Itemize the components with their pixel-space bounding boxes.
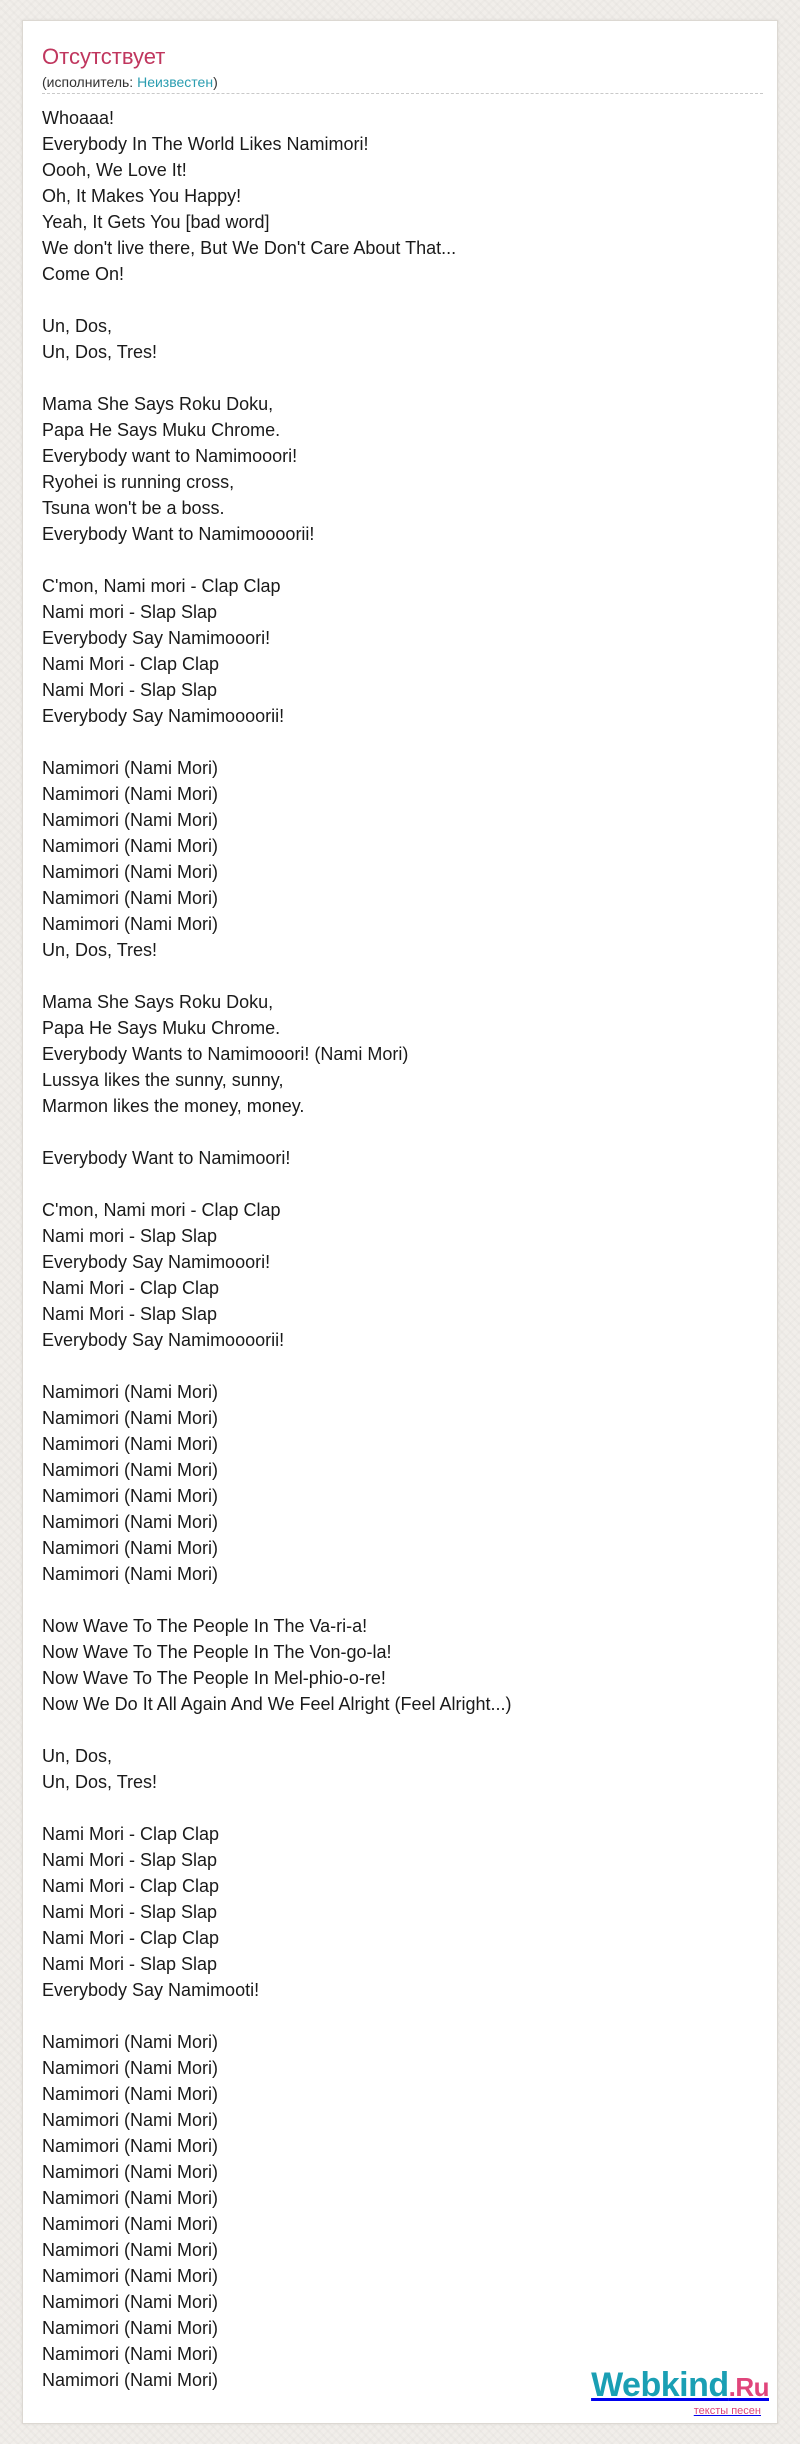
lyric-line: Namimori (Nami Mori) xyxy=(42,2344,218,2364)
lyric-blank-line xyxy=(42,1171,762,1197)
lyric-blank-line xyxy=(42,963,762,989)
lyric-line: Un, Dos, xyxy=(42,1746,113,1766)
lyric-line: Everybody Say Namimoooorii! xyxy=(42,706,285,726)
lyric-line: Yeah, It Gets You [bad word] xyxy=(42,212,270,232)
lyric-line: Namimori (Nami Mori) xyxy=(42,810,218,830)
lyric-blank-line xyxy=(42,1717,762,1743)
lyric-line: Now We Do It All Again And We Feel Alright (Feel Alright...) xyxy=(42,1694,512,1714)
lyric-blank-line xyxy=(42,729,762,755)
lyric-blank-line xyxy=(42,365,762,391)
lyric-blank-line xyxy=(42,2003,762,2029)
lyric-line: Namimori (Nami Mori) xyxy=(42,888,218,908)
lyric-line: Papa He Says Muku Chrome. xyxy=(42,420,281,440)
lyric-line: Nami Mori - Slap Slap xyxy=(42,1954,218,1974)
lyrics-text xyxy=(42,105,762,2393)
lyric-line: Now Wave To The People In Mel-phio-o-re! xyxy=(42,1668,386,1688)
lyric-line: Now Wave To The People In The Va-ri-a! xyxy=(42,1616,368,1636)
lyric-blank-line xyxy=(42,1587,762,1613)
lyric-line: Namimori (Nami Mori) xyxy=(42,2136,218,2156)
lyric-line: Nami Mori - Clap Clap xyxy=(42,1928,220,1948)
lyric-line: Un, Dos, Tres! xyxy=(42,940,158,960)
song-title: Отсутствует xyxy=(42,44,166,69)
lyric-line: Lussya likes the sunny, sunny, xyxy=(42,1070,284,1090)
logo-wordmark xyxy=(579,2367,769,2405)
lyric-line: Nami Mori - Clap Clap xyxy=(42,1876,220,1896)
artist-suffix: ) xyxy=(213,74,218,90)
lyric-blank-line xyxy=(42,1119,762,1145)
lyrics-card xyxy=(22,20,778,2424)
lyric-line: Mama She Says Roku Doku, xyxy=(42,992,274,1012)
lyric-line: C'mon, Nami mori - Clap Clap xyxy=(42,1200,281,1220)
lyric-line: Namimori (Nami Mori) xyxy=(42,914,218,934)
lyric-line: Namimori (Nami Mori) xyxy=(42,1564,218,1584)
lyric-line: Un, Dos, Tres! xyxy=(42,1772,158,1792)
lyric-line: Tsuna won't be a boss. xyxy=(42,498,225,518)
lyric-line: Come On! xyxy=(42,264,125,284)
lyric-line: Ryohei is running cross, xyxy=(42,472,235,492)
lyric-line: Nami Mori - Slap Slap xyxy=(42,680,218,700)
lyric-line: Namimori (Nami Mori) xyxy=(42,2292,218,2312)
lyric-line: Namimori (Nami Mori) xyxy=(42,2110,218,2130)
logo-main-text: Webkind xyxy=(591,2366,729,2404)
lyric-line: Nami Mori - Slap Slap xyxy=(42,1902,218,1922)
lyric-line: Namimori (Nami Mori) xyxy=(42,2058,218,2078)
lyric-line: Everybody Say Namimooori! xyxy=(42,1252,271,1272)
lyric-line: Oh, It Makes You Happy! xyxy=(42,186,242,206)
artist-prefix: (исполнитель: xyxy=(42,74,138,90)
lyric-line: Namimori (Nami Mori) xyxy=(42,1382,218,1402)
lyric-line: Everybody Want to Namimoori! xyxy=(42,1148,291,1168)
lyric-line: Oooh, We Love It! xyxy=(42,160,187,180)
lyric-line: Namimori (Nami Mori) xyxy=(42,2214,218,2234)
lyric-line: Nami Mori - Clap Clap xyxy=(42,1824,220,1844)
lyric-line: Un, Dos, Tres! xyxy=(42,342,158,362)
lyric-blank-line xyxy=(42,287,762,313)
lyric-blank-line xyxy=(42,547,762,573)
lyric-line: Namimori (Nami Mori) xyxy=(42,1538,218,1558)
lyric-line: Namimori (Nami Mori) xyxy=(42,1434,218,1454)
lyric-line: Namimori (Nami Mori) xyxy=(42,2162,218,2182)
lyric-blank-line xyxy=(42,1795,762,1821)
lyric-line: Nami Mori - Slap Slap xyxy=(42,1304,218,1324)
lyric-line: Papa He Says Muku Chrome. xyxy=(42,1018,281,1038)
lyric-line: Now Wave To The People In The Von-go-la! xyxy=(42,1642,392,1662)
lyric-line: Nami Mori - Clap Clap xyxy=(42,654,220,674)
lyric-line: Marmon likes the money, money. xyxy=(42,1096,305,1116)
lyric-line: Un, Dos, xyxy=(42,316,113,336)
lyric-line: We don't live there, But We Don't Care About That... xyxy=(42,238,457,258)
lyric-line: Namimori (Nami Mori) xyxy=(42,2370,218,2390)
lyric-line: Nami Mori - Clap Clap xyxy=(42,1278,220,1298)
lyric-line: Whoaaa! xyxy=(42,108,115,128)
lyric-line: Everybody Want to Namimoooorii! xyxy=(42,524,315,544)
lyric-line: Namimori (Nami Mori) xyxy=(42,1486,218,1506)
logo-tld-text: .Ru xyxy=(728,2372,769,2402)
lyric-line: Namimori (Nami Mori) xyxy=(42,1512,218,1532)
lyric-line: Everybody Say Namimooti! xyxy=(42,1980,260,2000)
lyric-line: Namimori (Nami Mori) xyxy=(42,2266,218,2286)
lyric-line: Namimori (Nami Mori) xyxy=(42,758,218,778)
lyric-line: Mama She Says Roku Doku, xyxy=(42,394,274,414)
lyric-line: Namimori (Nami Mori) xyxy=(42,2188,218,2208)
lyric-line: Everybody Say Namimoooorii! xyxy=(42,1330,285,1350)
logo-tagline: тексты песен xyxy=(693,2405,761,2417)
lyric-line: Everybody Say Namimooori! xyxy=(42,628,271,648)
lyric-line: Everybody In The World Likes Namimori! xyxy=(42,134,369,154)
lyric-line: Namimori (Nami Mori) xyxy=(42,836,218,856)
artist-link[interactable]: Неизвестен xyxy=(137,74,214,90)
lyric-line: Namimori (Nami Mori) xyxy=(42,1460,218,1480)
lyric-line: Namimori (Nami Mori) xyxy=(42,1408,218,1428)
title-divider xyxy=(42,93,763,94)
lyric-line: Namimori (Nami Mori) xyxy=(42,2032,218,2052)
lyric-line: Namimori (Nami Mori) xyxy=(42,2240,218,2260)
lyric-line: Namimori (Nami Mori) xyxy=(42,2318,218,2338)
lyric-line: Namimori (Nami Mori) xyxy=(42,784,218,804)
lyric-line: Nami Mori - Slap Slap xyxy=(42,1850,218,1870)
lyric-line: Everybody want to Namimooori! xyxy=(42,446,298,466)
lyric-line: Namimori (Nami Mori) xyxy=(42,862,218,882)
lyric-line: Nami mori - Slap Slap xyxy=(42,602,218,622)
lyric-line: Namimori (Nami Mori) xyxy=(42,2084,218,2104)
artist-line xyxy=(42,73,218,91)
lyric-line: Everybody Wants to Namimooori! (Nami Mori) xyxy=(42,1044,409,1064)
webkind-logo[interactable] xyxy=(579,2367,769,2417)
lyric-line: Nami mori - Slap Slap xyxy=(42,1226,218,1246)
lyric-blank-line xyxy=(42,1353,762,1379)
lyric-line: C'mon, Nami mori - Clap Clap xyxy=(42,576,281,596)
